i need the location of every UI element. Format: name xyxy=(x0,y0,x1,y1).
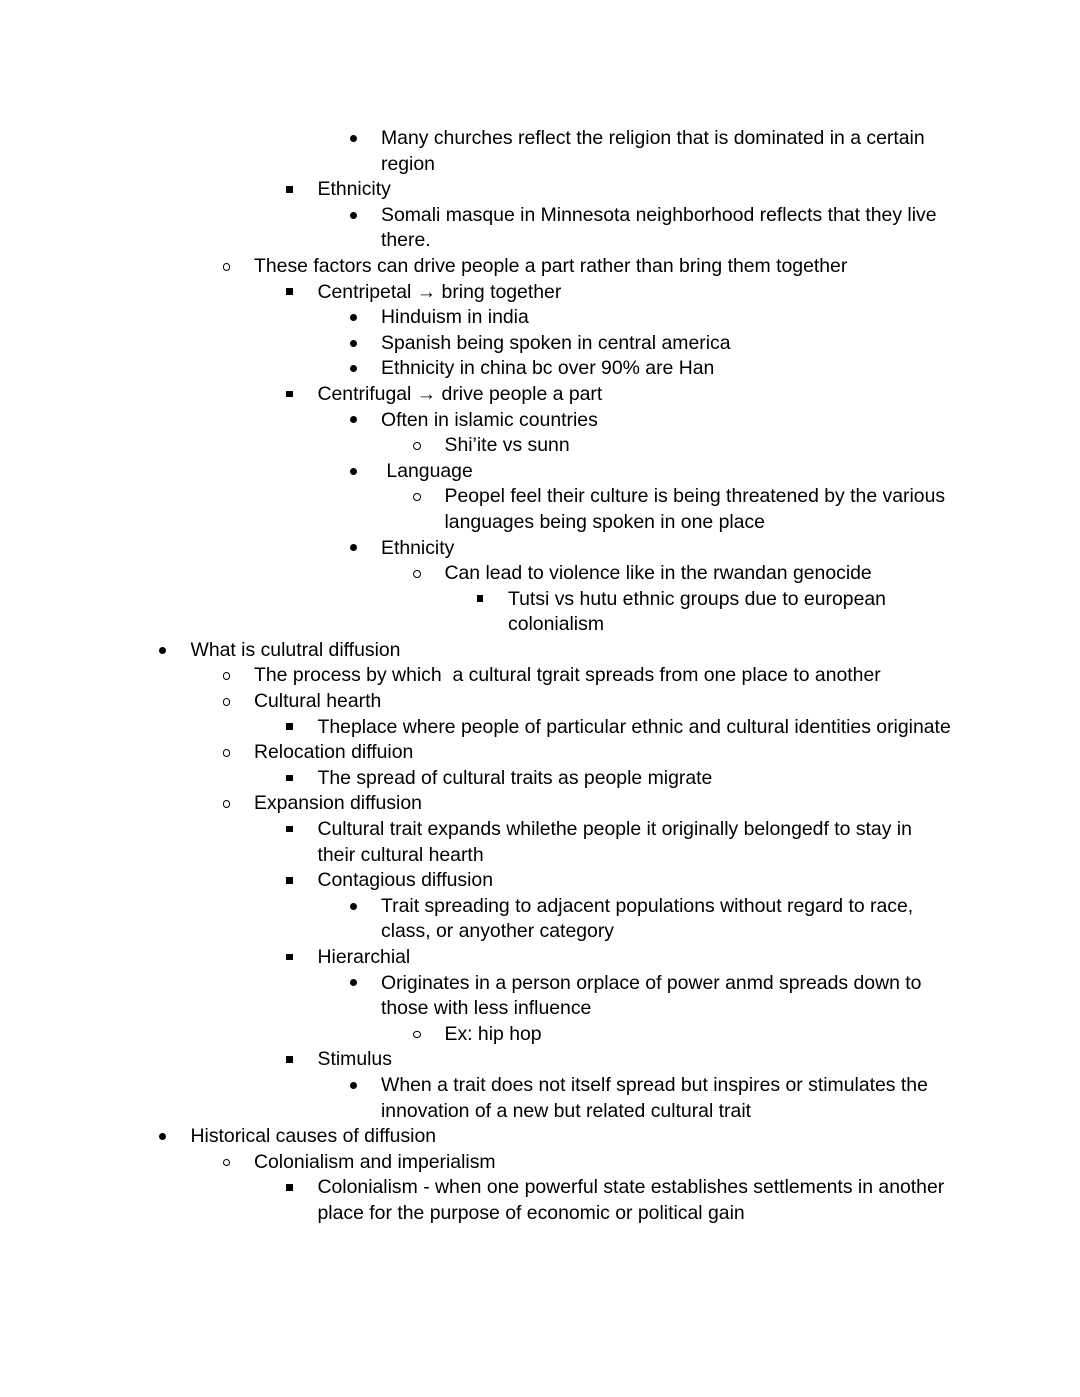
list-item-text: What is culutral diffusion xyxy=(190,638,401,661)
list-item-text: Cultural hearth xyxy=(254,690,382,713)
list-item-text: The process by which a cultural tgrait spreads from one place to another xyxy=(254,664,881,687)
bullet-square-icon xyxy=(286,288,293,295)
list-item xyxy=(381,484,953,535)
list-item-text: Expansion diffusion xyxy=(254,792,422,815)
bullet-circle-icon xyxy=(413,1031,421,1039)
list-item xyxy=(191,663,954,689)
list-item-text: When a trait does not itself spread but inspires or stimulates the innovation of a new but related cultural trait xyxy=(381,1073,934,1122)
bullet-disc-icon xyxy=(350,135,357,142)
list-item xyxy=(254,177,953,203)
list-item xyxy=(318,305,954,331)
list-item xyxy=(191,254,954,280)
list-item-text: Stimulus xyxy=(317,1048,392,1071)
list-item xyxy=(191,1150,954,1176)
bullet-disc-icon xyxy=(350,903,357,910)
list-item-text: Colonialism and imperialism xyxy=(254,1150,496,1173)
bullet-circle-icon xyxy=(223,263,231,271)
list-item-text: Trait spreading to adjacent populations without regard to race, class, or anyother category xyxy=(381,894,919,943)
list-item-text: Peopel feel their culture is being threatened by the various languages being spoken in one place xyxy=(444,485,951,533)
bullet-square-icon xyxy=(286,186,293,193)
list-item-text: Hierarchial xyxy=(317,946,411,968)
bullet-circle-icon xyxy=(223,749,231,757)
list-item-text: Spanish being spoken in central america xyxy=(381,331,731,354)
list-item xyxy=(191,791,954,817)
bullet-circle-icon xyxy=(413,570,421,578)
list-item xyxy=(318,536,954,562)
list-item-text: Ethnicity in china bc over 90% are Han xyxy=(381,357,715,380)
list-item xyxy=(318,126,954,177)
list-item xyxy=(191,740,954,766)
list-item xyxy=(127,1124,953,1150)
list-item-text: These factors can drive people a part rather than bring them together xyxy=(254,254,848,277)
bullet-disc-icon xyxy=(350,544,357,551)
list-item xyxy=(254,868,953,894)
bullet-circle-icon xyxy=(413,442,421,450)
list-item xyxy=(381,1022,953,1048)
list-item xyxy=(381,433,953,459)
list-item-text: Historical causes of diffusion xyxy=(190,1125,437,1148)
list-item-text: Ex: hip hop xyxy=(444,1022,542,1045)
list-item-text: Shi’ite vs sunn xyxy=(444,434,570,457)
list-item xyxy=(254,382,953,408)
list-item xyxy=(254,715,953,741)
bullet-circle-icon xyxy=(223,800,231,808)
list-item-text: Often in islamic countries xyxy=(381,408,598,431)
bullet-square-icon xyxy=(286,775,293,782)
list-item xyxy=(191,689,954,715)
list-item xyxy=(254,817,953,868)
list-item xyxy=(254,1175,953,1226)
list-item xyxy=(318,1073,954,1124)
list-item xyxy=(318,356,954,382)
list-item-text: Colonialism - when one powerful state establishes settlements in another place for the purpose of economic or political gain xyxy=(317,1176,950,1224)
bullet-circle-icon xyxy=(413,493,421,501)
bullet-square-icon xyxy=(286,826,293,833)
bullet-square-icon xyxy=(286,954,293,961)
list-item-text: Ethnicity xyxy=(317,178,391,201)
list-item-text: Tutsi vs hutu ethnic groups due to european colonialism xyxy=(508,587,892,636)
bullet-circle-icon xyxy=(223,1159,231,1167)
bullet-disc-icon xyxy=(350,1082,357,1089)
bullet-disc-icon xyxy=(350,979,357,986)
bullet-disc-icon xyxy=(350,365,357,372)
list-item-text: Many churches reflect the religion that is dominated in a certain region xyxy=(381,127,931,175)
list-item xyxy=(318,894,954,945)
bullet-circle-icon xyxy=(223,698,231,706)
bullet-square-icon xyxy=(477,595,484,602)
list-item xyxy=(254,280,953,306)
list-item-text: Cultural trait expands whilethe people it originally belongedf to stay in their cultural hearth xyxy=(317,818,918,866)
list-item-text: Contagious diffusion xyxy=(317,869,493,892)
list-item xyxy=(445,587,954,638)
bullet-disc-icon xyxy=(350,314,357,321)
bullet-disc-icon xyxy=(350,212,357,219)
bullet-square-icon xyxy=(286,391,293,398)
bullet-square-icon xyxy=(286,1184,293,1191)
list-item xyxy=(318,971,954,1022)
bullet-disc-icon xyxy=(350,416,357,423)
list-item xyxy=(318,408,954,434)
bullet-disc-icon xyxy=(350,340,357,347)
bullet-disc-icon xyxy=(159,647,166,654)
list-item-text: Centripetal → bring together xyxy=(317,280,562,303)
list-item-text: Somali masque in Minnesota neighborhood reflects that they live there. xyxy=(381,203,942,252)
list-item xyxy=(254,945,953,971)
list-item-text: Centrifugal → drive people a part xyxy=(317,382,603,405)
list-item xyxy=(318,459,954,485)
bullet-square-icon xyxy=(286,723,293,730)
list-item-text: Theplace where people of particular ethnic and cultural identities originate xyxy=(317,715,951,738)
document-body xyxy=(127,126,953,1227)
bullet-square-icon xyxy=(286,1056,293,1063)
list-item xyxy=(254,1047,953,1073)
list-item-text: Relocation diffuion xyxy=(254,741,414,764)
bullet-disc-icon xyxy=(159,1133,166,1140)
list-item xyxy=(381,561,953,587)
list-item-text: Can lead to violence like in the rwandan genocide xyxy=(444,562,872,585)
list-item-text: Originates in a person orplace of power anmd spreads down to those with less influence xyxy=(381,971,927,1020)
list-item xyxy=(318,331,954,357)
list-item-text: Hinduism in india xyxy=(381,306,529,329)
list-item-text: Language xyxy=(381,459,473,482)
list-item xyxy=(127,638,953,664)
bullet-circle-icon xyxy=(223,672,231,680)
bullet-square-icon xyxy=(286,877,293,884)
list-item-text: The spread of cultural traits as people migrate xyxy=(317,766,713,789)
list-item-text: Ethnicity xyxy=(381,536,455,559)
bullet-disc-icon xyxy=(350,468,357,475)
list-item xyxy=(254,766,953,792)
list-item xyxy=(318,203,954,254)
